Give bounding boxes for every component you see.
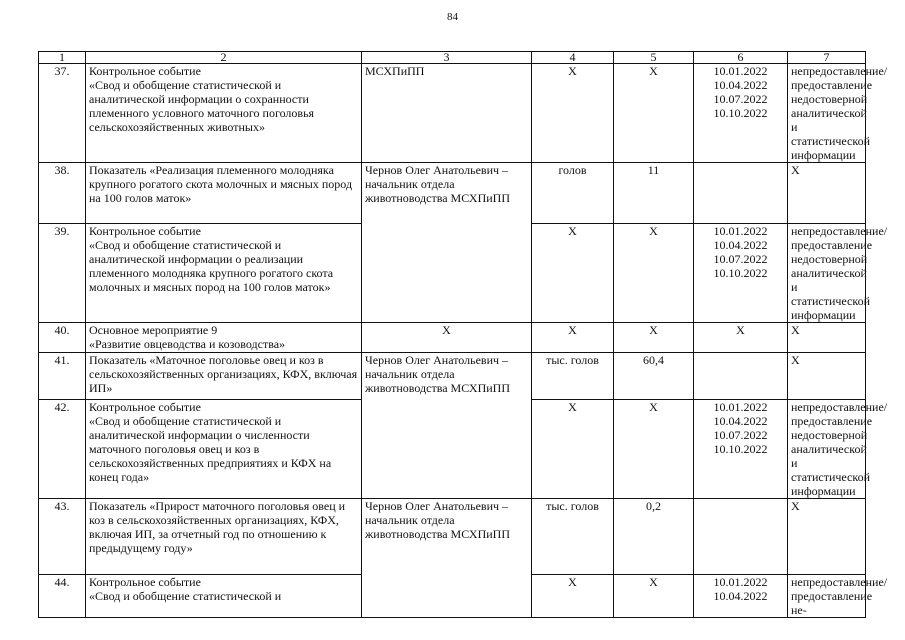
measures-table [38,50,888,618]
row-unit: Х [532,575,614,618]
row-name: Основное мероприятие 9 «Развитие овцеводства и козоводства» [86,323,362,353]
header-cell: 1 [39,52,86,64]
row-responsible: Чернов Олег Анатольевич – начальник отдела животноводства МСХПиПП [362,353,532,499]
row-dates [694,163,788,224]
row-value: Х [614,323,694,353]
row-unit: голов [532,163,614,224]
row-number: 42. [39,400,86,499]
row-value: 60,4 [614,353,694,400]
row-value: 0,2 [614,499,694,575]
row-number: 43. [39,499,86,575]
row-unit: Х [532,224,614,323]
row-unit: тыс. голов [532,499,614,575]
table-row [39,163,866,224]
row-number: 39. [39,224,86,323]
row-risk: непредоставление/ предоставление не- [788,575,866,618]
row-risk: Х [788,163,866,224]
table-row [39,353,866,400]
header-row [39,52,866,64]
header-cell: 3 [362,52,532,64]
row-number: 41. [39,353,86,400]
row-value: Х [614,400,694,499]
row-number: 44. [39,575,86,618]
row-responsible: Чернов Олег Анатольевич – начальник отдела животноводства МСХПиПП [362,163,532,323]
row-dates: 10.01.2022 10.04.2022 10.07.2022 10.10.2022 [694,224,788,323]
header-cell: 2 [86,52,362,64]
row-dates: 10.01.2022 10.04.2022 10.07.2022 10.10.2022 [694,400,788,499]
row-responsible: Чернов Олег Анатольевич – начальник отдела животноводства МСХПиПП [362,499,532,618]
row-name: Показатель «Маточное поголовье овец и коз в сельскохозяйственных организациях, КФХ, включая ИП» [86,353,362,400]
row-name: Показатель «Реализация племенного молодняка крупного рогатого скота молочных и мясных пород на 100 голов маток» [86,163,362,224]
row-dates [694,499,788,575]
row-number: 37. [39,64,86,163]
row-unit: Х [532,64,614,163]
row-name: Контрольное событие «Свод и обобщение статистической и аналитической информации о численности маточного поголовья овец и коз в сельскохозяйственных предприятиях и КФХ на конец года» [86,400,362,499]
row-dates: 10.01.2022 10.04.2022 10.07.2022 10.10.2022 [694,64,788,163]
row-value: 11 [614,163,694,224]
row-unit: Х [532,400,614,499]
row-responsible: МСХПиПП [362,64,532,163]
row-risk: Х [788,353,866,400]
row-name: Контрольное событие «Свод и обобщение статистической и аналитической информации о сохранности племенного условного маточного поголовья сельскохозяйственных животных» [86,64,362,163]
row-dates [694,353,788,400]
row-value: Х [614,575,694,618]
row-name: Контрольное событие «Свод и обобщение статистической и [86,575,362,618]
row-risk: Х [788,323,866,353]
row-risk: Х [788,499,866,575]
table-row [39,64,866,163]
row-number: 38. [39,163,86,224]
row-dates: 10.01.2022 10.04.2022 [694,575,788,618]
table-row [39,323,866,353]
header-cell: 6 [694,52,788,64]
row-number: 40. [39,323,86,353]
row-unit: тыс. голов [532,353,614,400]
row-responsible: Х [362,323,532,353]
row-value: Х [614,224,694,323]
row-unit: Х [532,323,614,353]
row-risk: непредоставление/ предоставление недостоверной аналитической и статистической информации [788,64,866,163]
row-name: Показатель «Прирост маточного поголовья овец и коз в сельскохозяйственных организациях, КФХ, включая ИП, за отчетный год по отношению к предыдущему году» [86,499,362,575]
table-row [39,499,866,575]
row-name: Контрольное событие «Свод и обобщение статистической и аналитической информации о реализации племенного молодняка крупного рогатого скота молочных и мясных пород на 100 голов маток» [86,224,362,323]
header-cell: 7 [788,52,866,64]
page-number: 84 [447,11,458,23]
row-dates: Х [694,323,788,353]
row-value: Х [614,64,694,163]
row-risk: непредоставление/ предоставление недостоверной аналитической и статистической информации [788,224,866,323]
header-cell: 4 [532,52,614,64]
header-cell: 5 [614,52,694,64]
row-risk: непредоставление/ предоставление недостоверной аналитической и статистической информации [788,400,866,499]
